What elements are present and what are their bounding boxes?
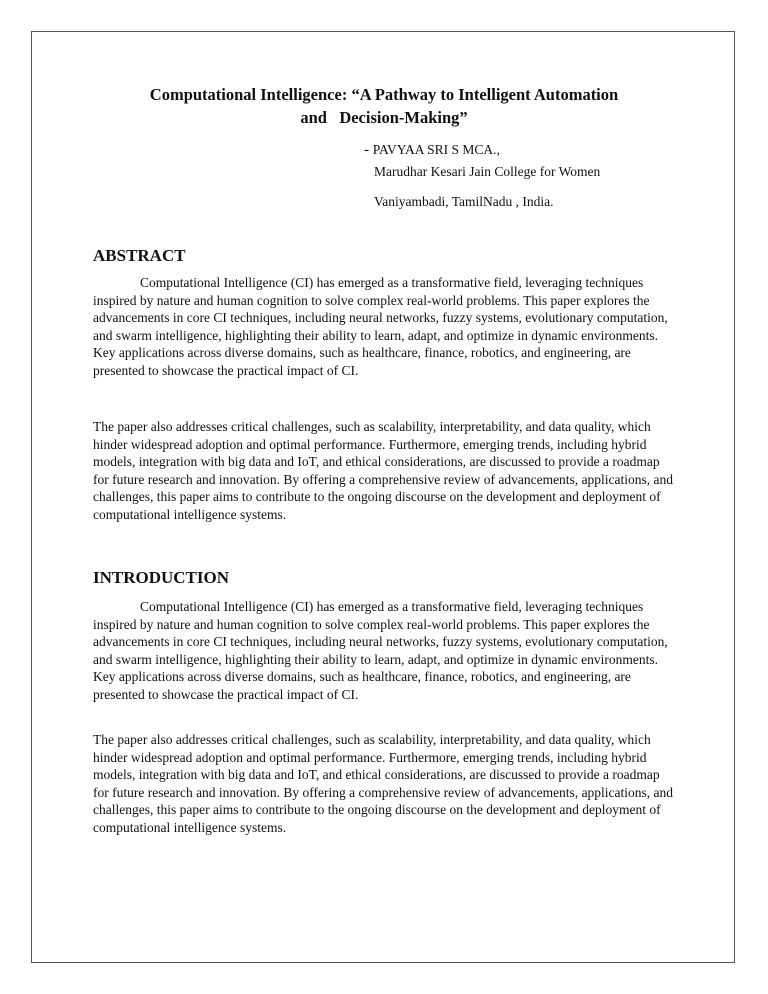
introduction-paragraph-2: The paper also addresses critical challenges, such as scalability, interpretability, and data quality, which hinder widespread adoption and optimal performance. Furthermore, emerging trends, including hybrid models, integration with big data and IoT, and ethical considerations, are discussed to provide a roadmap for future research and innovation. By offering a comprehensive review of advancements, applications, and challenges, this paper aims to contribute to the ongoing discourse on the development and deployment of computational intelligence systems. (93, 732, 674, 835)
abstract-paragraph-1: Computational Intelligence (CI) has emerged as a transformative field, leveraging techniques inspired by nature and human cognition to solve complex real-world problems. This paper explores the advancements in core CI techniques, including neural networks, fuzzy systems, evolutionary computation, and swarm intelligence, highlighting their ability to learn, adapt, and optimize in dynamic environments. Key applications across diverse domains, such as healthcare, finance, robotics, and engineering, are presented to showcase the practical impact of CI. (93, 275, 668, 378)
author-name: PAVYAA SRI S MCA., (372, 142, 500, 157)
author-college: Marudhar Kesari Jain College for Women (374, 164, 601, 179)
abstract-heading: ABSTRACT (93, 246, 186, 265)
paper-title-line-2: and Decision-Making” (300, 108, 468, 127)
abstract-paragraph-2: The paper also addresses critical challenges, such as scalability, interpretability, and data quality, which hinder widespread adoption and optimal performance. Furthermore, emerging trends, including hybrid models, integration with big data and IoT, and ethical considerations, are discussed to provide a roadmap for future research and innovation. By offering a comprehensive review of advancements, applications, and challenges, this paper aims to contribute to the ongoing discourse on the development and deployment of computational intelligence systems. (93, 419, 674, 522)
author-line (364, 139, 500, 161)
author-location: Vaniyambadi, TamilNadu , India. (374, 194, 554, 209)
paper-title (60, 83, 708, 129)
author-dash: - (364, 142, 373, 158)
introduction-paragraph-1: Computational Intelligence (CI) has emerged as a transformative field, leveraging techniques inspired by nature and human cognition to solve complex real-world problems. This paper explores the advancements in core CI techniques, including neural networks, fuzzy systems, evolutionary computation, and swarm intelligence, highlighting their ability to learn, adapt, and optimize in dynamic environments. Key applications across diverse domains, such as healthcare, finance, robotics, and engineering, are presented to showcase the practical impact of CI. (93, 599, 668, 702)
introduction-heading: INTRODUCTION (93, 568, 230, 587)
paper-title-line-1: Computational Intelligence: “A Pathway to Intelligent Automation (149, 85, 619, 104)
